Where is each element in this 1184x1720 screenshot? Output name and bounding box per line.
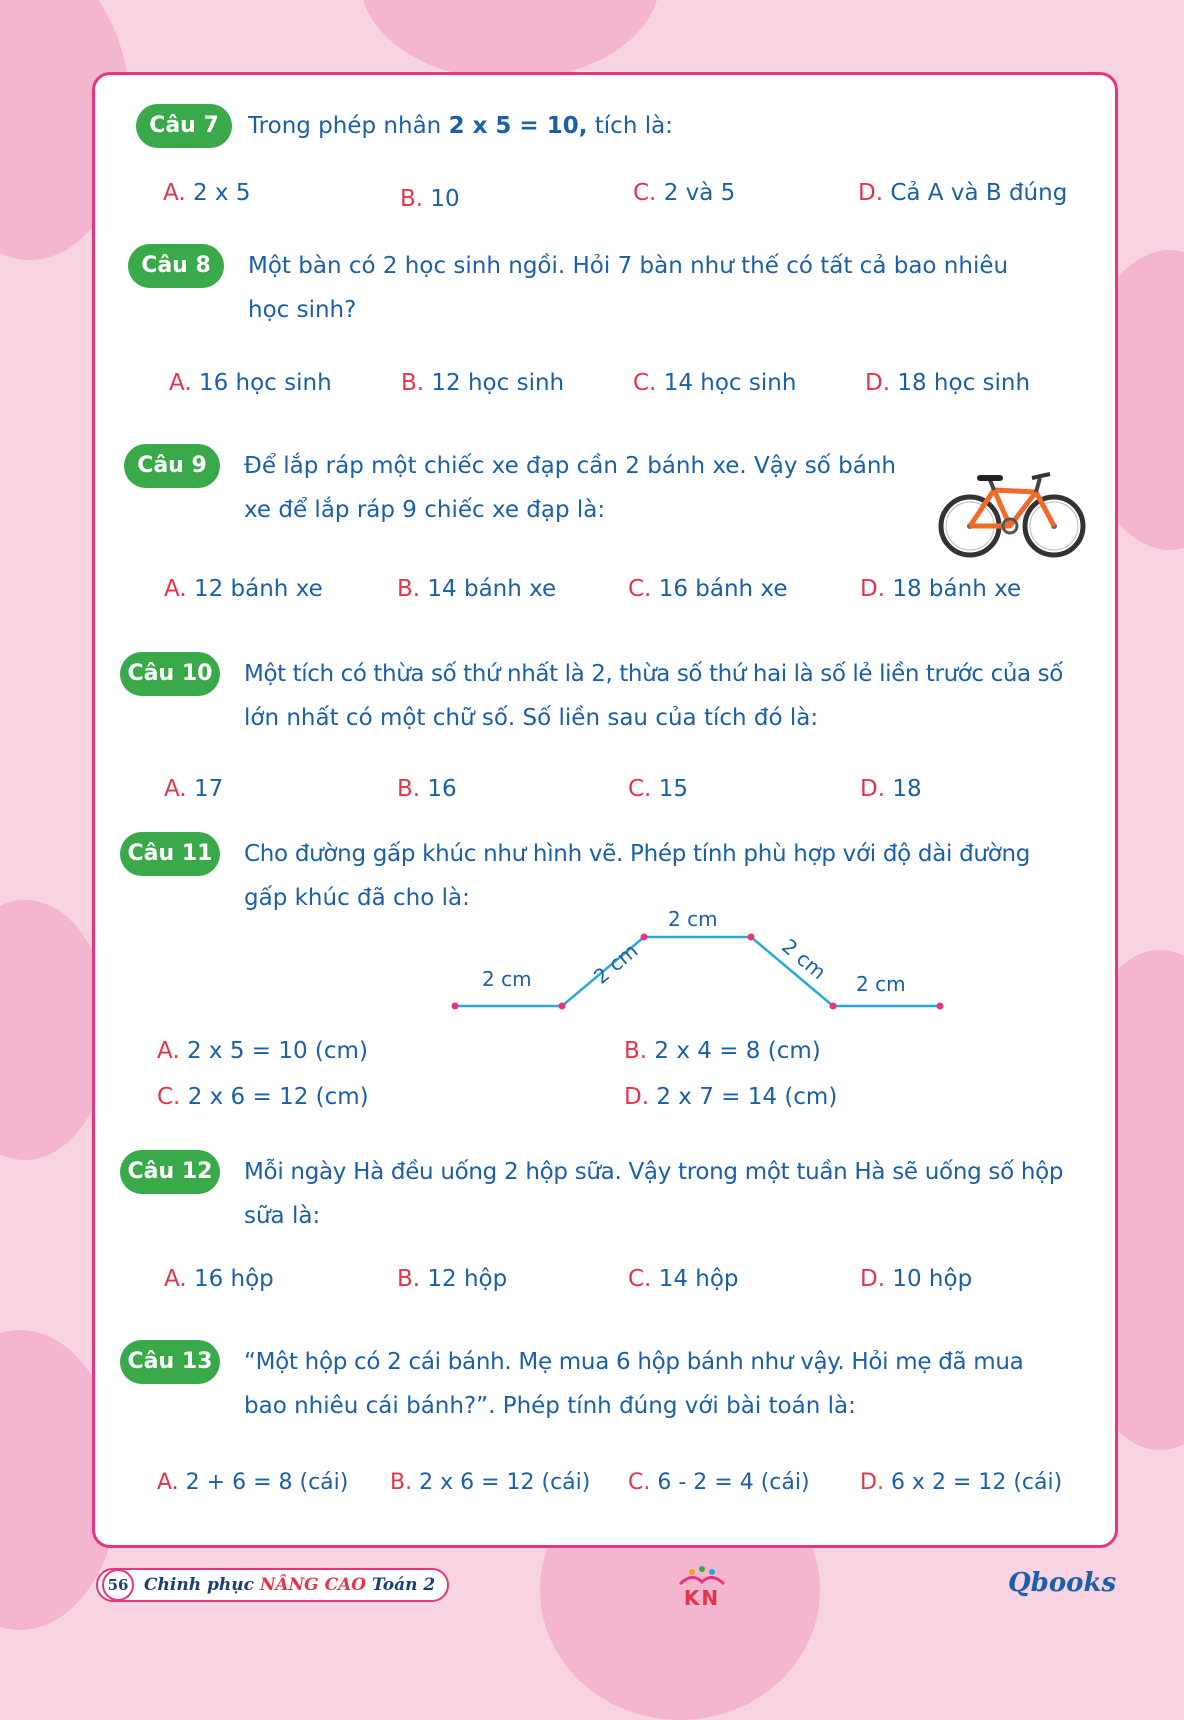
question-badge: Câu 8 bbox=[128, 244, 224, 288]
question-text bbox=[244, 652, 1063, 740]
segment-label: 2 cm bbox=[668, 907, 718, 931]
option-letter: C. bbox=[628, 776, 652, 802]
segment-label: 2 cm bbox=[856, 972, 906, 996]
answer-option-c[interactable] bbox=[628, 1470, 810, 1495]
answer-option-a[interactable] bbox=[169, 370, 332, 396]
option-letter: C. bbox=[633, 180, 657, 206]
page-number: 56 bbox=[102, 1569, 134, 1601]
option-letter: B. bbox=[401, 370, 425, 396]
option-text: 18 bbox=[892, 776, 922, 802]
question-badge: Câu 7 bbox=[136, 104, 232, 148]
publisher-logo bbox=[676, 1566, 728, 1612]
polyline-vertex bbox=[748, 934, 755, 941]
question-line: Một tích có thừa số thứ nhất là 2, thừa số thứ hai là số lẻ liền trước của số bbox=[244, 661, 1063, 687]
option-text: 18 học sinh bbox=[897, 370, 1031, 396]
question-line: gấp khúc đã cho là: bbox=[244, 885, 470, 911]
option-text: 2 x 7 = 14 (cm) bbox=[656, 1084, 838, 1110]
question-text bbox=[248, 104, 673, 148]
book-icon bbox=[676, 1566, 728, 1588]
option-letter: C. bbox=[633, 370, 657, 396]
option-text: 10 hộp bbox=[892, 1266, 973, 1292]
option-letter: B. bbox=[397, 1266, 421, 1292]
answer-option-c[interactable] bbox=[628, 1266, 739, 1292]
segment-label: 2 cm bbox=[589, 938, 643, 989]
answer-option-d[interactable] bbox=[624, 1084, 837, 1110]
option-letter: D. bbox=[860, 1470, 884, 1495]
answer-option-c[interactable] bbox=[628, 776, 688, 802]
answer-option-a[interactable] bbox=[163, 180, 250, 206]
question-text-part: tích là: bbox=[587, 113, 673, 139]
option-letter: A. bbox=[157, 1470, 179, 1495]
answer-option-b[interactable] bbox=[397, 1266, 507, 1292]
footer-book-badge bbox=[96, 1568, 449, 1602]
question-badge: Câu 10 bbox=[120, 652, 220, 696]
question-line: lớn nhất có một chữ số. Số liền sau của tích đó là: bbox=[244, 705, 819, 731]
option-letter: D. bbox=[860, 576, 886, 602]
segment-label: 2 cm bbox=[482, 967, 532, 991]
question-line: Cho đường gấp khúc như hình vẽ. Phép tính phù hợp với độ dài đường bbox=[244, 841, 1031, 867]
option-text: 2 x 5 bbox=[192, 180, 251, 206]
option-letter: A. bbox=[164, 776, 187, 802]
polyline-vertex bbox=[830, 1003, 837, 1010]
question-badge: Câu 11 bbox=[120, 832, 220, 876]
question-line: bao nhiêu cái bánh?”. Phép tính đúng với bài toán là: bbox=[244, 1393, 856, 1419]
option-text: 18 bánh xe bbox=[892, 576, 1022, 602]
question-text-part: Trong phép nhân bbox=[248, 113, 449, 139]
answer-option-b[interactable] bbox=[397, 576, 556, 602]
brand-logo: Qbooks bbox=[1008, 1568, 1117, 1598]
option-text: 14 hộp bbox=[658, 1266, 739, 1292]
option-text: 2 x 6 = 12 (cái) bbox=[419, 1470, 591, 1495]
question-text bbox=[244, 444, 896, 532]
option-letter: A. bbox=[164, 576, 187, 602]
option-letter: D. bbox=[858, 180, 884, 206]
option-text: 2 x 5 = 10 (cm) bbox=[186, 1038, 368, 1064]
option-letter: B. bbox=[624, 1038, 648, 1064]
option-letter: B. bbox=[390, 1470, 413, 1495]
answer-option-c[interactable] bbox=[633, 180, 735, 206]
option-text: 12 bánh xe bbox=[193, 576, 323, 602]
book-title-emphasis: NÂNG CAO bbox=[259, 1575, 367, 1595]
answer-option-d[interactable] bbox=[860, 1470, 1062, 1495]
option-text: 2 x 4 = 8 (cm) bbox=[654, 1038, 821, 1064]
segment-label: 2 cm bbox=[777, 933, 831, 985]
option-text: 6 x 2 = 12 (cái) bbox=[890, 1470, 1063, 1495]
option-letter: D. bbox=[865, 370, 891, 396]
answer-option-b[interactable] bbox=[397, 776, 457, 802]
answer-option-d[interactable] bbox=[865, 370, 1030, 396]
option-text: 16 bbox=[427, 776, 457, 802]
book-title-suffix: Toán 2 bbox=[366, 1575, 436, 1595]
answer-option-b[interactable] bbox=[624, 1038, 821, 1064]
question-text bbox=[244, 1340, 1023, 1428]
option-text: 2 và 5 bbox=[663, 180, 736, 206]
question-text bbox=[248, 244, 1008, 332]
option-text: 16 hộp bbox=[193, 1266, 274, 1292]
option-letter: D. bbox=[860, 776, 886, 802]
question-line: Một bàn có 2 học sinh ngồi. Hỏi 7 bàn như thế có tất cả bao nhiêu bbox=[248, 253, 1009, 279]
question-bold-expression: 2 x 5 = 10, bbox=[448, 113, 588, 139]
answer-option-c[interactable] bbox=[633, 370, 796, 396]
option-letter: B. bbox=[397, 776, 421, 802]
question-badge: Câu 13 bbox=[120, 1340, 220, 1384]
option-text: 6 - 2 = 4 (cái) bbox=[657, 1470, 810, 1495]
polyline-vertex bbox=[452, 1003, 459, 1010]
option-text: 12 học sinh bbox=[431, 370, 565, 396]
bicycle-illustration bbox=[938, 468, 1088, 560]
question-text bbox=[244, 1150, 1063, 1238]
option-letter: C. bbox=[628, 576, 652, 602]
answer-option-b[interactable] bbox=[400, 186, 460, 212]
option-text: 14 học sinh bbox=[663, 370, 797, 396]
answer-option-a[interactable] bbox=[164, 1266, 274, 1292]
option-text: 16 học sinh bbox=[198, 370, 332, 396]
answer-option-d[interactable] bbox=[860, 576, 1021, 602]
option-letter: C. bbox=[157, 1084, 181, 1110]
option-text: 16 bánh xe bbox=[658, 576, 788, 602]
polyline-vertex bbox=[641, 934, 648, 941]
book-title-prefix: Chinh phục bbox=[144, 1575, 260, 1595]
option-letter: A. bbox=[169, 370, 192, 396]
question-line: Mỗi ngày Hà đều uống 2 hộp sữa. Vậy trong một tuần Hà sẽ uống số hộp bbox=[244, 1159, 1064, 1185]
polyline-figure bbox=[440, 900, 960, 1020]
option-letter: C. bbox=[628, 1470, 651, 1495]
answer-option-d[interactable] bbox=[860, 1266, 972, 1292]
option-letter: A. bbox=[163, 180, 186, 206]
option-letter: B. bbox=[400, 186, 424, 212]
option-text: 15 bbox=[658, 776, 688, 802]
answer-option-c[interactable] bbox=[157, 1084, 369, 1110]
answer-option-b[interactable] bbox=[401, 370, 564, 396]
background-blob bbox=[360, 0, 660, 80]
question-line: “Một hộp có 2 cái bánh. Mẹ mua 6 hộp bánh như vậy. Hỏi mẹ đã mua bbox=[244, 1349, 1024, 1375]
option-letter: B. bbox=[397, 576, 421, 602]
answer-option-a[interactable] bbox=[157, 1038, 368, 1064]
answer-option-a[interactable] bbox=[157, 1470, 348, 1495]
answer-option-d[interactable] bbox=[858, 180, 1067, 206]
option-text: 2 x 6 = 12 (cm) bbox=[187, 1084, 369, 1110]
option-text: 10 bbox=[430, 186, 460, 212]
question-line: Để lắp ráp một chiếc xe đạp cần 2 bánh xe. Vậy số bánh bbox=[244, 453, 897, 479]
publisher-logo-text: KN bbox=[683, 1586, 721, 1610]
option-text: 17 bbox=[193, 776, 224, 802]
book-title bbox=[144, 1575, 435, 1595]
polyline-vertex bbox=[559, 1003, 566, 1010]
question-badge: Câu 9 bbox=[124, 444, 220, 488]
question-badge: Câu 12 bbox=[120, 1150, 220, 1194]
option-letter: C. bbox=[628, 1266, 652, 1292]
option-letter: A. bbox=[164, 1266, 187, 1292]
polyline-vertex bbox=[937, 1003, 944, 1010]
question-line: xe để lắp ráp 9 chiếc xe đạp là: bbox=[244, 497, 606, 523]
option-letter: D. bbox=[860, 1266, 886, 1292]
answer-option-b[interactable] bbox=[390, 1470, 590, 1495]
option-letter: D. bbox=[624, 1084, 650, 1110]
option-text: 14 bánh xe bbox=[427, 576, 557, 602]
answer-option-c[interactable] bbox=[628, 576, 787, 602]
option-text: Cả A và B đúng bbox=[890, 180, 1068, 206]
answer-option-a[interactable] bbox=[164, 576, 323, 602]
option-text: 2 + 6 = 8 (cái) bbox=[185, 1470, 349, 1495]
question-line: sữa là: bbox=[244, 1203, 321, 1229]
answer-option-a[interactable] bbox=[164, 776, 223, 802]
question-line: học sinh? bbox=[248, 297, 357, 323]
option-text: 12 hộp bbox=[427, 1266, 508, 1292]
answer-option-d[interactable] bbox=[860, 776, 922, 802]
option-letter: A. bbox=[157, 1038, 180, 1064]
